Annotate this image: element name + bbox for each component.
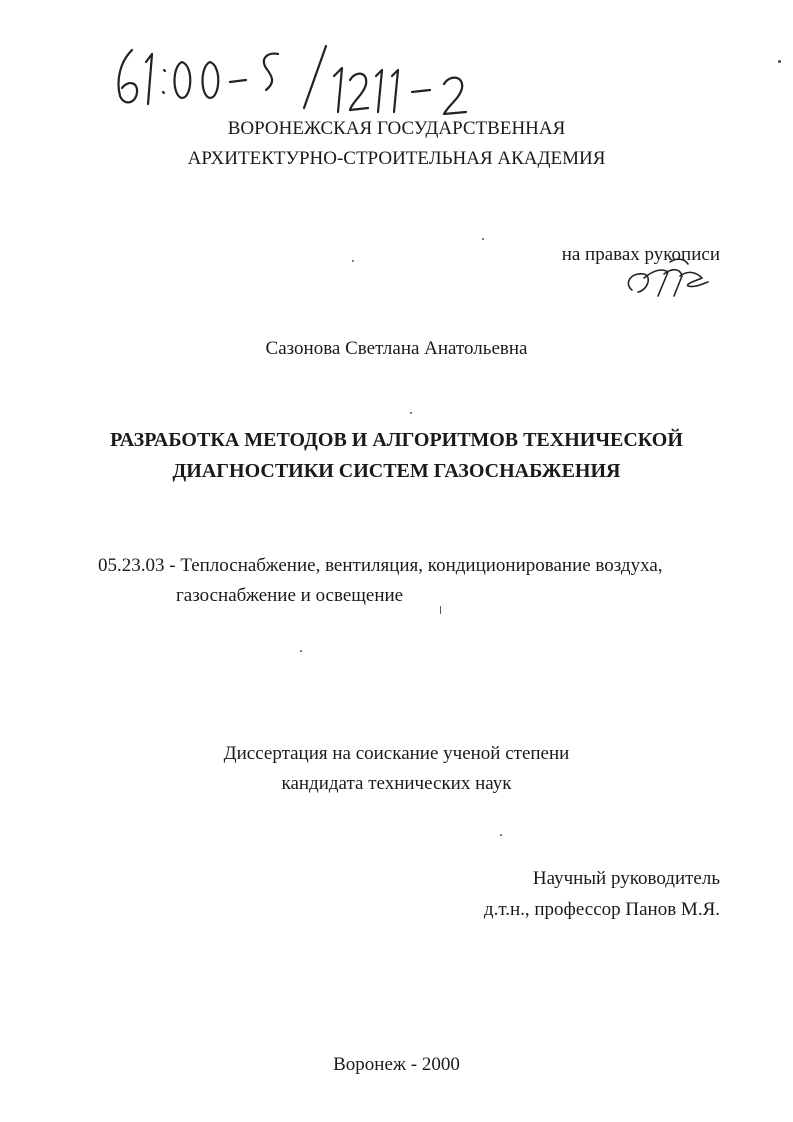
institution-line-2: АРХИТЕКТУРНО-СТРОИТЕЛЬНАЯ АКАДЕМИЯ — [187, 148, 606, 169]
author-name: Сазонова Светлана Анатольевна — [265, 338, 528, 359]
scan-speck — [500, 834, 502, 836]
scan-speck — [440, 606, 441, 614]
supervisor-name: д.т.н., профессор Панов М.Я. — [483, 899, 720, 920]
degree-line-2: кандидата технических наук — [281, 773, 512, 794]
specialty-line-2: газоснабжение и освещение — [176, 585, 404, 606]
dissertation-title-line-2: ДИАГНОСТИКИ СИСТЕМ ГАЗОСНАБЖЕНИЯ — [172, 460, 621, 482]
dissertation-title-line-1: РАЗРАБОТКА МЕТОДОВ И АЛГОРИТМОВ ТЕХНИЧЕСКОЙ — [110, 429, 683, 451]
scan-speck — [410, 412, 412, 414]
degree-line-1: Диссертация на соискание ученой степени — [223, 743, 570, 764]
supervisor-label: Научный руководитель — [532, 868, 720, 889]
institution-line-1: ВОРОНЕЖСКАЯ ГОСУДАРСТВЕННАЯ — [227, 118, 566, 139]
city-year-footer: Воронеж - 2000 — [333, 1054, 460, 1075]
manuscript-rights-note: на правах рукописи — [561, 244, 720, 265]
specialty-line-1: 05.23.03 - Теплоснабжение, вентиляция, кондиционирование воздуха, — [98, 555, 663, 576]
handwritten-archive-code — [110, 40, 480, 115]
scan-speck — [300, 650, 302, 652]
handwritten-signature — [622, 254, 712, 304]
scan-speck — [778, 60, 781, 63]
scan-speck — [352, 260, 354, 262]
scan-speck — [482, 238, 484, 240]
